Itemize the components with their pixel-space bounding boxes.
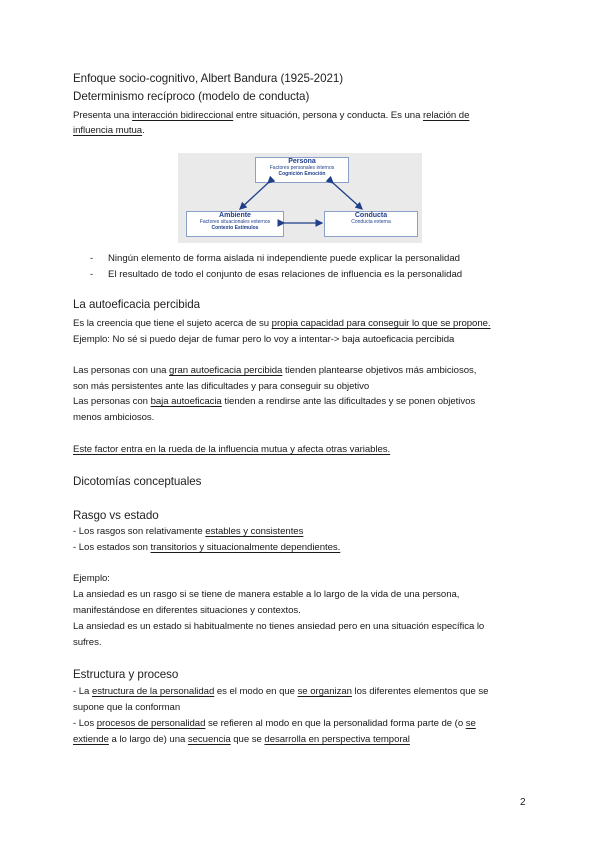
proceso-line-1: - Los procesos de personalidad se refieren al modo en que la personalidad forma parte de (o se <box>73 718 476 729</box>
document-title: Enfoque socio-cognitivo, Albert Bandura (1925-2021) <box>73 72 344 85</box>
arrow-persona-ambiente <box>240 183 268 209</box>
estructura-line-1: - La estructura de la personalidad es el modo en que se organizan los diferentes elementos que se <box>73 686 489 697</box>
ejemplo-line-2: manifestándose en diferentes situaciones y contextos. <box>73 605 301 616</box>
ambiente-box: Ambiente Factores situacionales externos Contexto Estímulos <box>186 211 284 237</box>
estructura-proceso-heading: Estructura y proceso <box>73 668 179 681</box>
rasgo-estado-heading: Rasgo vs estado <box>73 509 159 522</box>
diagram-arrows <box>178 153 422 243</box>
ejemplo-line-3: La ansiedad es un estado si habitualmente no tienes ansiedad pero en una situación específica lo <box>73 621 485 632</box>
section-subtitle: Determinismo recíproco (modelo de conducta) <box>73 90 310 103</box>
reciprocal-determinism-diagram <box>178 153 422 243</box>
persona-box: Persona Factores personales internos Cognición Emoción <box>255 157 349 183</box>
ejemplo-line-1: La ansiedad es un rasgo si se tiene de manera estable a lo largo de la vida de una persona, <box>73 589 460 600</box>
baja-autoeficacia-line-1: Las personas con baja autoeficacia tienden a rendirse ante las dificultades y se ponen objetivos <box>73 396 476 407</box>
ejemplo-line-4: sufres. <box>73 637 102 648</box>
gran-autoeficacia-line-2: son más persistentes ante las dificultades y para conseguir su objetivo <box>73 381 370 392</box>
conducta-box: Conducta Conducta externa <box>324 211 418 237</box>
intro-line-2: influencia mutua. <box>73 125 145 136</box>
factor-note: Este factor entra en la rueda de la influencia mutua y afecta otras variables. <box>73 444 391 455</box>
autoeficacia-heading: La autoeficacia percibida <box>73 298 201 311</box>
estado-line: - Los estados son transitorios y situacionalmente dependientes. <box>73 542 341 553</box>
rasgo-line: - Los rasgos son relativamente estables y consistentes <box>73 526 304 537</box>
ejemplo-label: Ejemplo: <box>73 573 110 584</box>
page-number: 2 <box>520 797 526 808</box>
estructura-line-2: supone que la conforman <box>73 702 181 713</box>
proceso-line-2: extiende a lo largo de) una secuencia que se desarrolla en perspectiva temporal <box>73 734 410 745</box>
intro-line-1: Presenta una interacción bidireccional entre situación, persona y conducta. Es una relación de <box>73 110 470 121</box>
gran-autoeficacia-line-1: Las personas con una gran autoeficacia percibida tienden plantearse objetivos más ambiciosos, <box>73 365 477 376</box>
autoeficacia-definition: Es la creencia que tiene el sujeto acerca de su propia capacidad para conseguir lo que se propone. <box>73 318 491 329</box>
dicotomias-heading: Dicotomías conceptuales <box>73 475 202 488</box>
autoeficacia-example: Ejemplo: No sé si puedo dejar de fumar pero lo voy a intentar-> baja autoeficacia percibida <box>73 334 455 345</box>
arrow-persona-conducta <box>333 183 362 209</box>
baja-autoeficacia-line-2: menos ambiciosos. <box>73 412 155 423</box>
